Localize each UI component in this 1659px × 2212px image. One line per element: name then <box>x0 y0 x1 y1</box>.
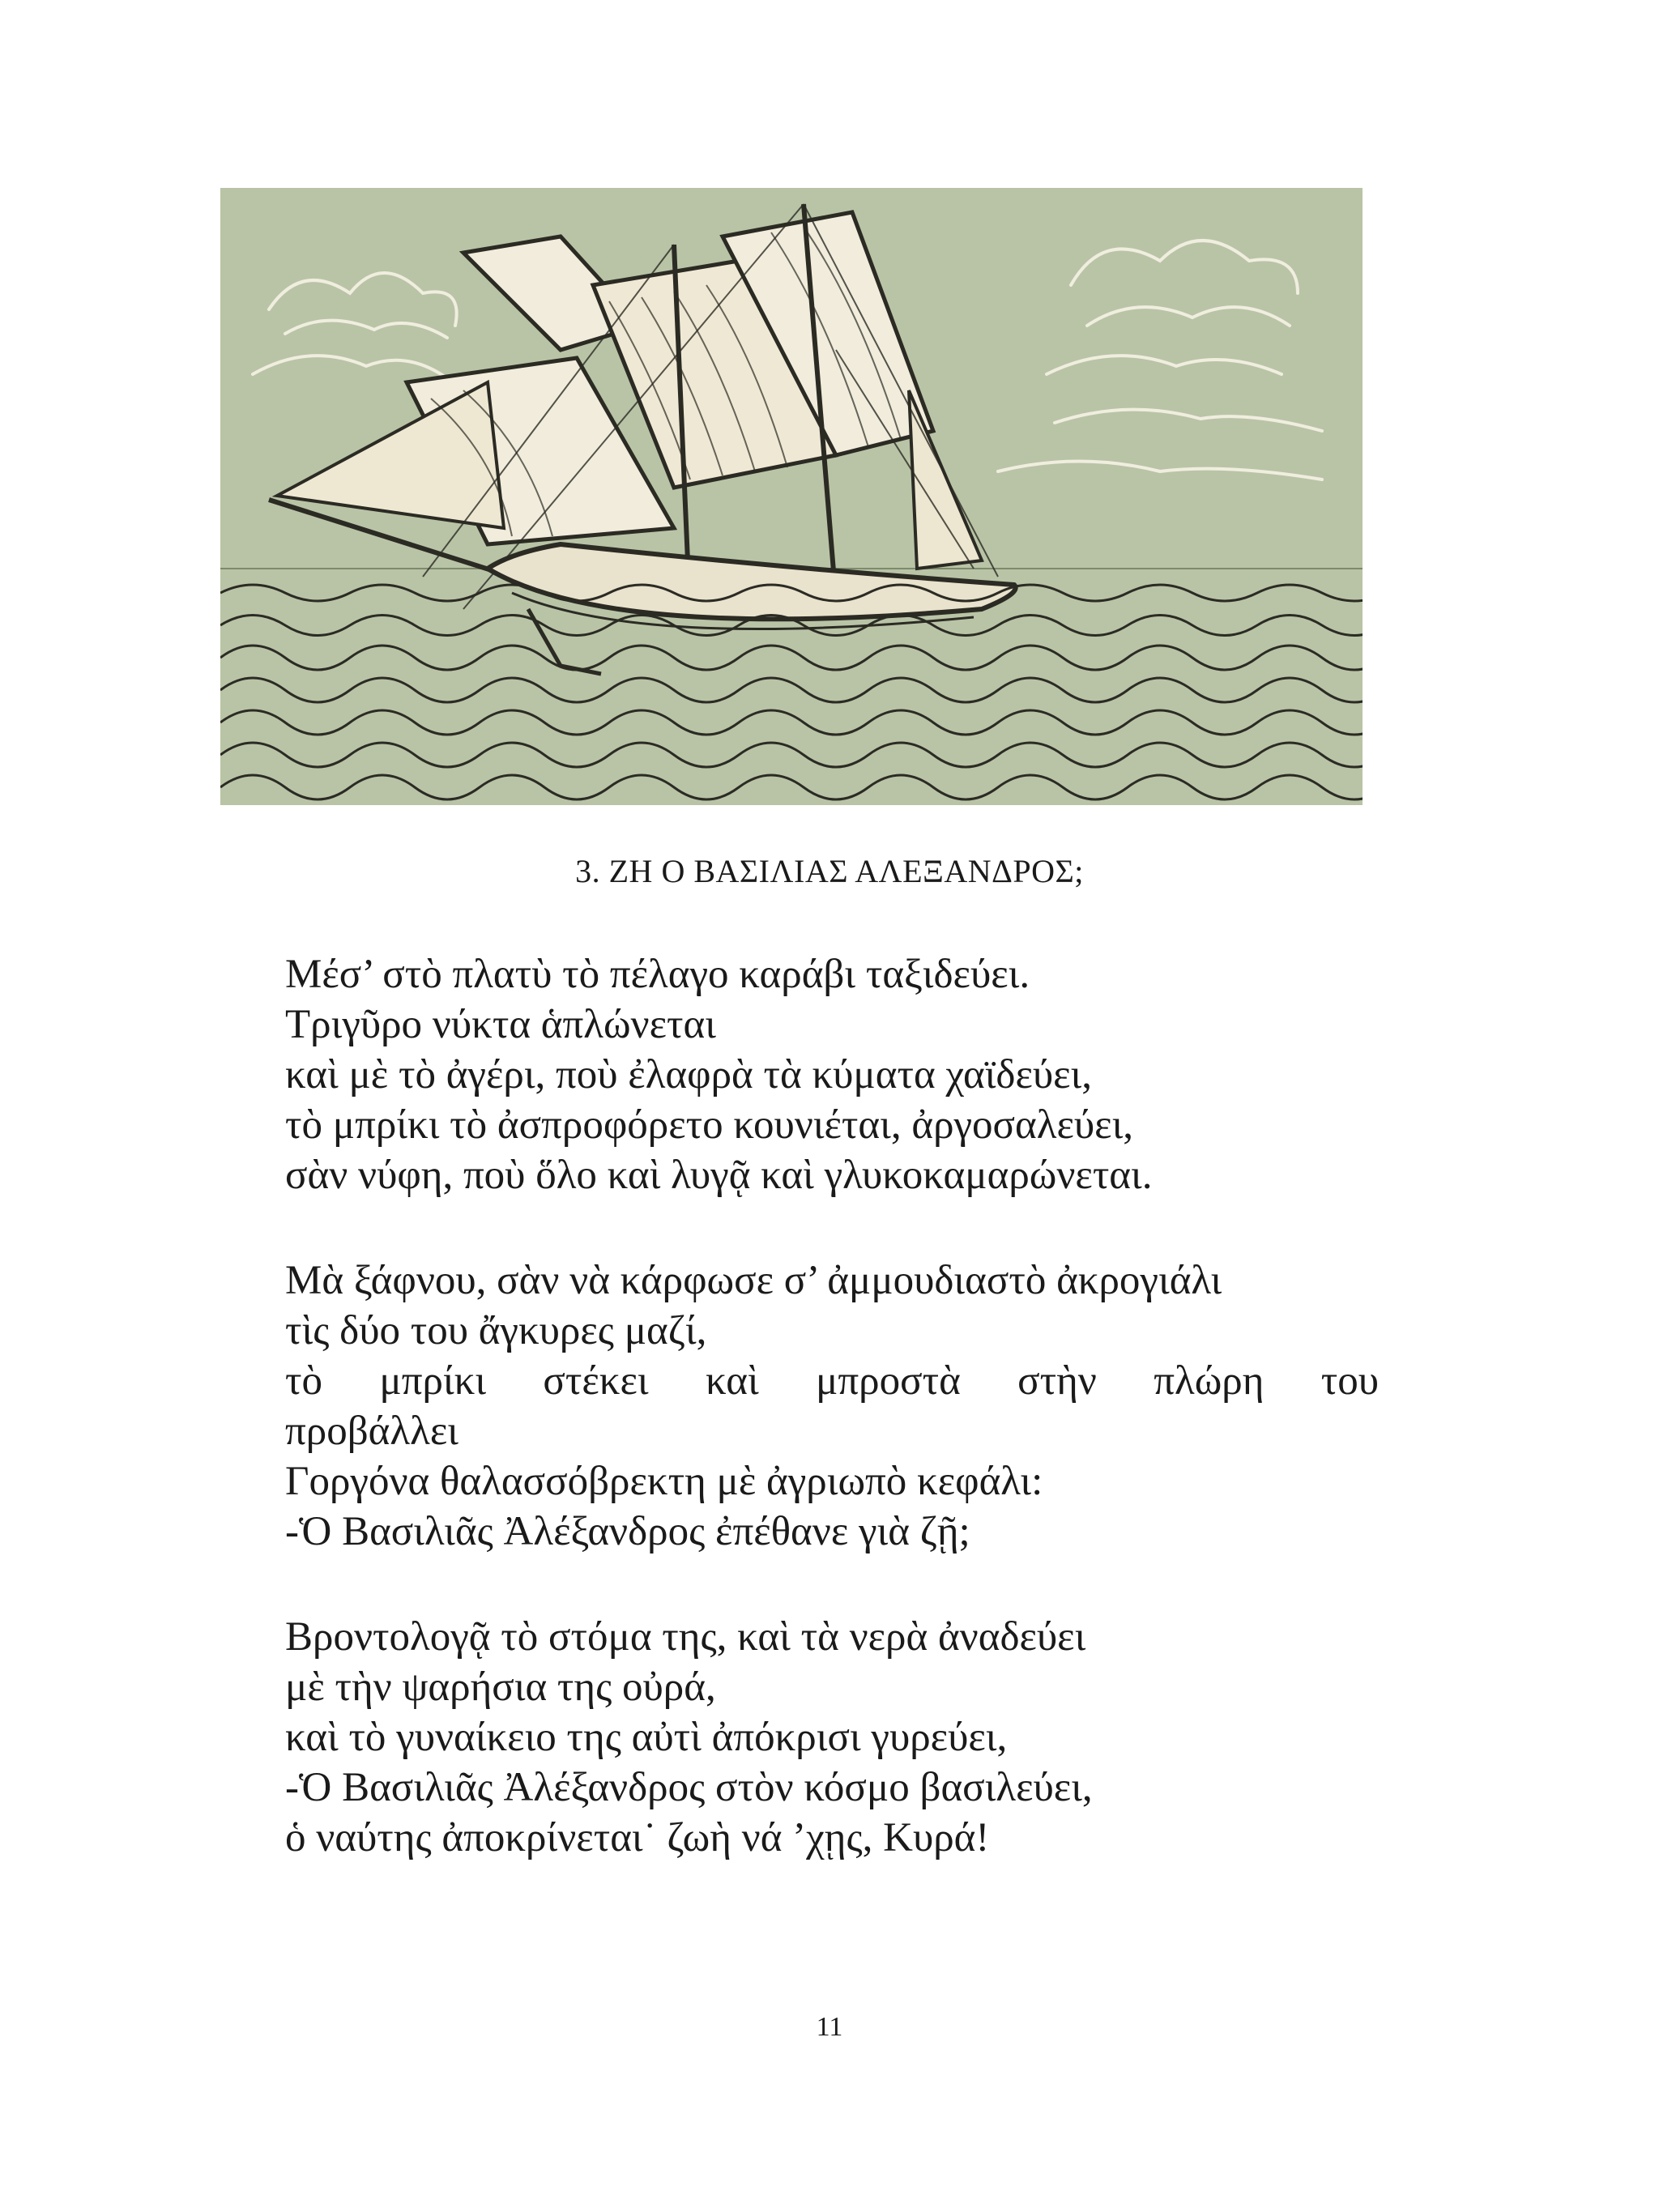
poem-line: μὲ τὴν ψαρήσια της οὐρά, <box>285 1664 716 1710</box>
poem-body <box>285 949 1379 1918</box>
poem-line: -Ὁ Βασιλιᾶς Ἀλέξανδρος ἐπέθανε γιὰ ζῇ; <box>285 1509 970 1554</box>
poem-line: Βροντολογᾷ τὸ στόμα της, καὶ τὰ νερὰ ἀναδεύει <box>285 1614 1086 1660</box>
poem-line: Μὰ ξάφνου, σὰν νὰ κάρφωσε σ’ ἀμμουδιαστὸ ἀκρογιάλι <box>285 1258 1222 1303</box>
stanza-2 <box>285 1255 1379 1557</box>
poem-line: τὸ μπρίκι τὸ ἀσπροφόρετο κουνιέται, ἀργοσαλεύει, <box>285 1102 1134 1148</box>
poem-line: σὰν νύφη, ποὺ ὅλο καὶ λυγᾷ καὶ γλυκοκαμαρώνεται. <box>285 1153 1153 1198</box>
poem-line: καὶ τὸ γυναίκειο της αὐτὶ ἀπόκρισι γυρεύει, <box>285 1715 1008 1760</box>
poem-line: προβάλλει <box>285 1409 458 1454</box>
poem-line: Μέσ’ στὸ πλατὺ τὸ πέλαγο καράβι ταξιδεύει. <box>285 952 1030 997</box>
poem-line: Τριγῦρο νύκτα ἁπλώνεται <box>285 1002 716 1047</box>
poem-line: τὸ μπρίκι στέκει καὶ μπροστὰ στὴν πλώρη του <box>285 1358 1379 1404</box>
stanza-3 <box>285 1612 1379 1863</box>
poem-line: Γοργόνα θαλασσόβρεκτη μὲ ἀγριωπὸ κεφάλι: <box>285 1459 1043 1504</box>
poem-line: τὶς δύο του ἄγκυρες μαζί, <box>285 1308 707 1353</box>
poem-line: ὁ ναύτης ἀποκρίνεται˙ ζωὴ νά ’χῃς, Κυρά! <box>285 1815 990 1860</box>
page-number: 11 <box>816 2012 843 2042</box>
poem-line: καὶ μὲ τὸ ἀγέρι, ποὺ ἐλαφρὰ τὰ κύματα χαϊδεύει, <box>285 1052 1092 1097</box>
stanza-1 <box>285 949 1379 1200</box>
poem-line: -Ὁ Βασιλιᾶς Ἀλέξανδρος στὸν κόσμο βασιλεύει, <box>285 1765 1093 1810</box>
ship-illustration <box>220 188 1363 805</box>
poem-title: 3. ΖΗ Ο ΒΑΣΙΛΙΑΣ ΑΛΕΞΑΝΔΡΟΣ; <box>575 853 1084 889</box>
sailing-ship-drawing <box>220 188 1363 805</box>
